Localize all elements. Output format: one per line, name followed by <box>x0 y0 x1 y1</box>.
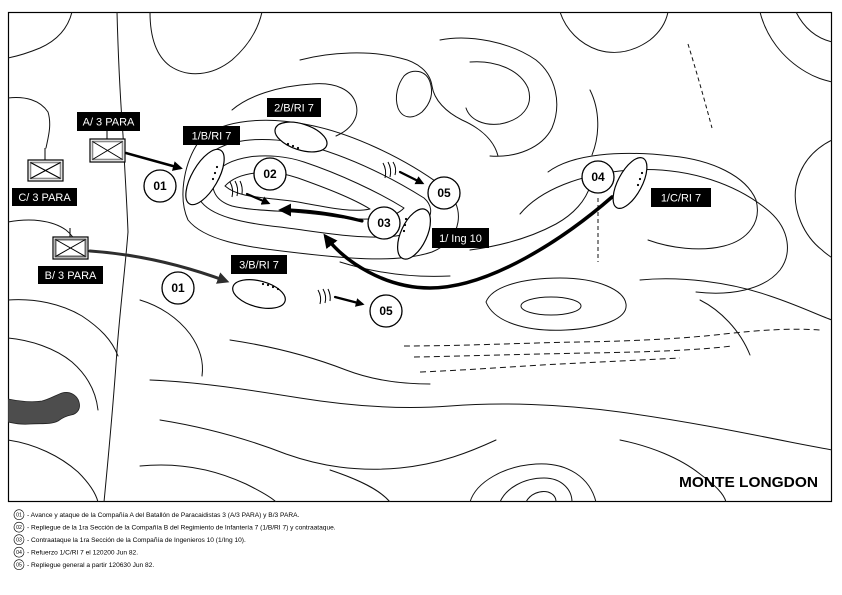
infantry-unit-icon <box>28 148 63 181</box>
legend-marker-label: 01 <box>16 512 22 519</box>
contour-line <box>640 279 832 320</box>
track-line <box>688 44 712 128</box>
unit-label-text: 1/ Ing 10 <box>439 233 482 245</box>
phase-marker-label: 01 <box>171 281 185 295</box>
phase-marker-label: 04 <box>591 170 605 184</box>
unit-label-a-3-para <box>77 112 140 131</box>
legend-marker-label: 03 <box>16 537 22 544</box>
withdrawal-arrow-05-north <box>400 172 422 183</box>
unit-label-text: C/ 3 PARA <box>18 192 71 204</box>
counterattack-arrow-03-west <box>282 210 362 221</box>
legend-item <box>14 510 299 520</box>
movement-marks-05-south <box>318 289 330 304</box>
contour-line <box>104 232 128 502</box>
phase-marker-label: 02 <box>263 167 277 181</box>
contour-line <box>225 172 370 210</box>
legend-text: - Avance y ataque de la Compañía A del Batallón de Paracaidistas 3 (A/3 PARA) y B/3 PARA. <box>27 512 300 519</box>
position-1-b-ri7 <box>178 144 232 211</box>
contour-line <box>8 300 118 356</box>
contour-line <box>140 300 203 376</box>
track-line <box>420 358 680 372</box>
contour-line <box>526 491 556 502</box>
contour-line <box>521 297 581 315</box>
contour-line <box>396 71 431 117</box>
phase-marker-label: 03 <box>377 216 391 230</box>
phase-marker-03 <box>368 207 400 239</box>
legend-item <box>14 535 246 545</box>
movement-marks-02 <box>230 181 242 197</box>
phase-marker-05 <box>428 177 460 209</box>
legend-marker-label: 05 <box>16 562 22 569</box>
contour-line <box>500 478 572 502</box>
unit-label-1-c-ri7 <box>651 188 711 207</box>
contour-line <box>466 62 530 125</box>
unit-label-text: 3/B/RI 7 <box>239 259 279 272</box>
advance-arrow-a-3-para <box>126 153 180 168</box>
legend-text: - Contraataque la 1ra Sección de la Compañía de Ingenieros 10 (1/Ing 10). <box>27 537 246 544</box>
phase-marker-04 <box>582 161 614 193</box>
unit-label-c-3-para <box>12 188 77 206</box>
infantry-unit-icon <box>90 131 125 162</box>
contour-line <box>620 440 726 502</box>
contour-line <box>486 278 626 330</box>
legend-marker <box>14 510 24 520</box>
legend-item <box>14 522 336 532</box>
contour-line <box>795 140 832 258</box>
unit-label-text: 2/B/RI 7 <box>274 102 314 115</box>
contour-line <box>560 12 668 52</box>
unit-label-1-b-ri7 <box>183 126 240 145</box>
contour-line <box>470 464 596 502</box>
map-title: MONTE LONGDON <box>679 474 818 491</box>
contour-line <box>440 38 557 156</box>
track-line <box>404 329 820 346</box>
legend-marker <box>14 547 24 557</box>
phase-marker-01 <box>144 170 176 202</box>
legend <box>14 510 336 570</box>
track-line <box>414 346 732 357</box>
contour-line <box>230 340 430 384</box>
dark-terrain-feature <box>8 392 80 424</box>
legend-marker <box>14 522 24 532</box>
phase-marker-label: 05 <box>437 186 451 200</box>
legend-text: - Repliegue de la 1ra Sección de la Compañía B del Regimiento de Infantería 7 (1/B/RI 7) y contraataque. <box>27 524 336 532</box>
contour-line <box>150 12 262 74</box>
contour-line <box>760 12 832 82</box>
position-2-b-ri7 <box>271 116 330 157</box>
legend-marker <box>14 560 24 570</box>
contour-line <box>8 12 72 58</box>
contour-line <box>160 420 496 469</box>
contour-line <box>796 12 832 42</box>
contour-line <box>330 470 390 502</box>
legend-text: - Refuerzo 1/C/RI 7 el 120200 Jun 82. <box>27 549 139 557</box>
phase-marker-label: 01 <box>153 179 167 193</box>
contour-line <box>590 90 598 155</box>
contour-line <box>300 53 498 156</box>
infantry-unit-icon <box>53 228 88 259</box>
unit-label-text: 1/B/RI 7 <box>191 130 232 143</box>
unit-label-1-ing10 <box>432 228 489 248</box>
contour-line <box>8 440 98 502</box>
legend-marker-label: 04 <box>16 550 22 557</box>
unit-label-b-3-para <box>38 266 103 284</box>
phase-marker-02 <box>254 158 286 190</box>
legend-marker-label: 02 <box>16 525 22 532</box>
contour-line <box>140 465 276 502</box>
legend-item <box>14 560 154 570</box>
phase-marker-05 <box>370 295 402 327</box>
unit-label-3-b-ri7 <box>231 255 287 274</box>
withdrawal-arrow-05-south <box>335 297 362 304</box>
unit-label-text: 1/C/RI 7 <box>660 192 702 205</box>
legend-marker <box>14 535 24 545</box>
unit-label-text: A/ 3 PARA <box>82 116 135 129</box>
contour-line <box>8 98 50 148</box>
legend-text: - Repliegue general a partir 120630 Jun 82. <box>27 562 155 569</box>
position-3-b-ri7 <box>230 274 289 313</box>
contour-line <box>150 380 832 450</box>
unit-label-text: B/ 3 PARA <box>44 270 97 282</box>
unit-label-2-b-ri7 <box>267 98 321 117</box>
legend-item <box>14 547 138 557</box>
phase-marker-label: 05 <box>379 304 393 318</box>
advance-arrow-b-3-para <box>90 251 226 281</box>
phase-marker-01 <box>162 272 194 304</box>
